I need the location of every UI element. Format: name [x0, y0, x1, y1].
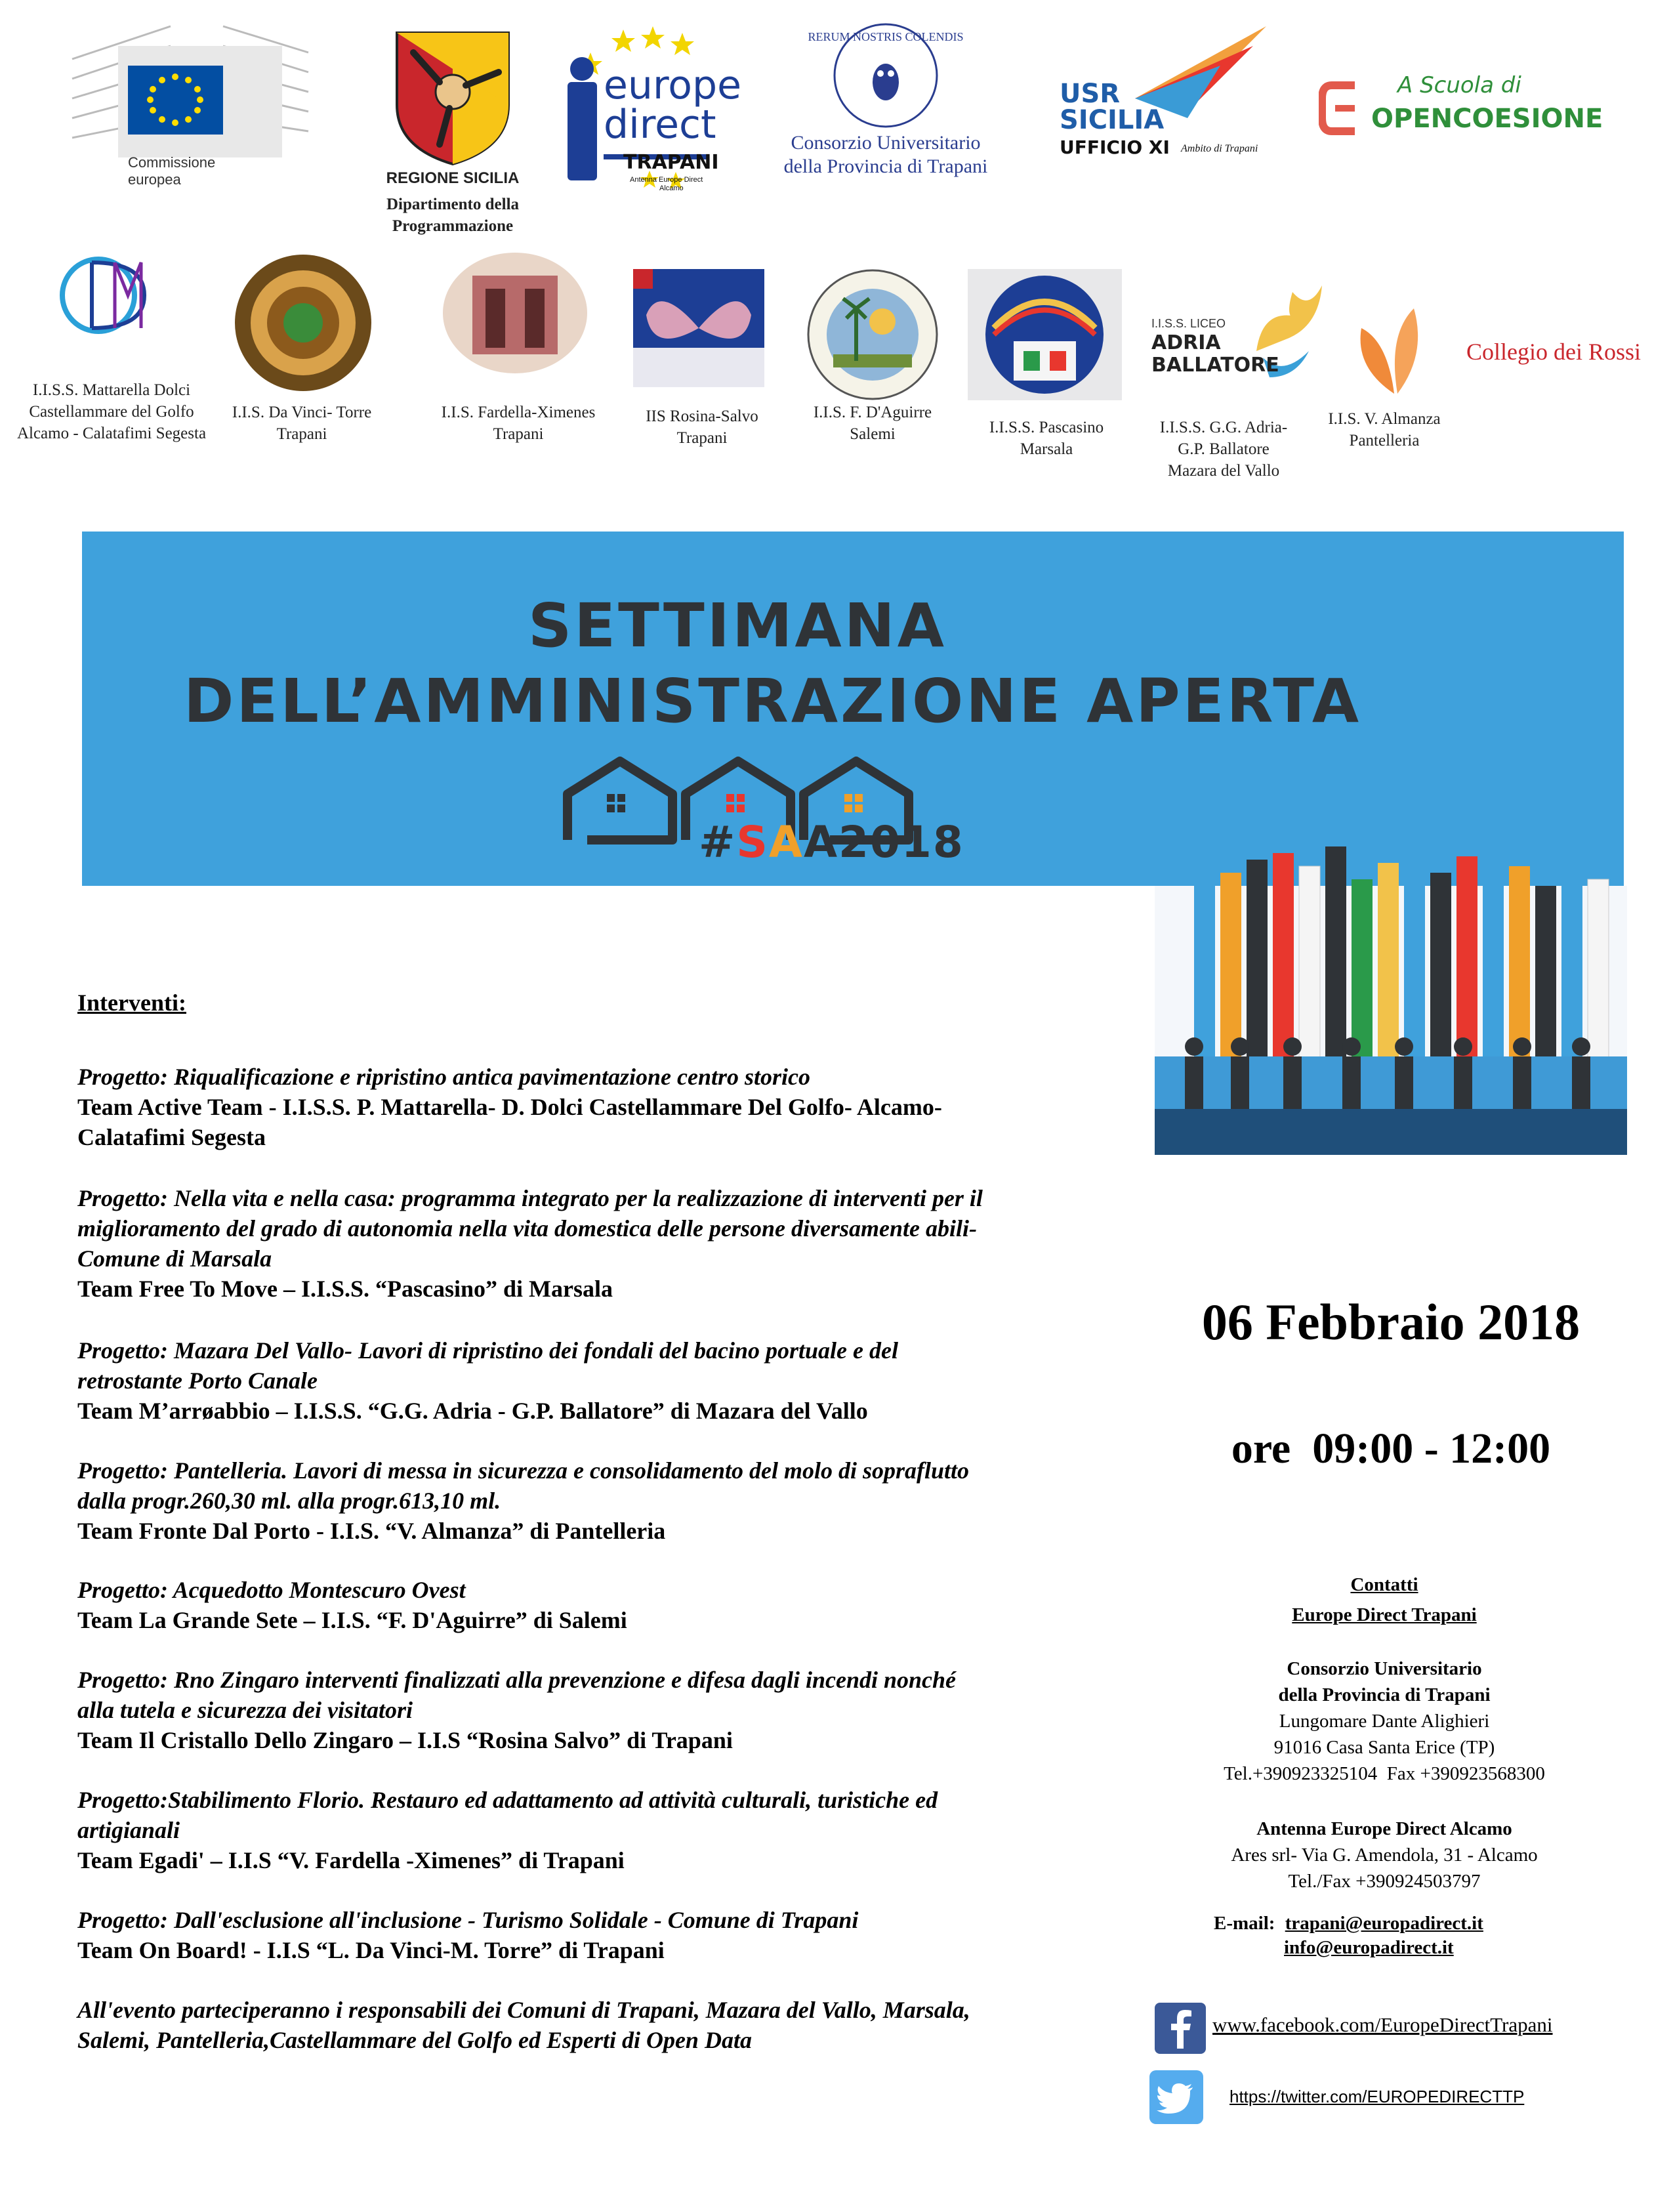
- progetto-1: Progetto: Riqualificazione e ripristino antica pavimentazione centro storico: [77, 1064, 811, 1090]
- consorzio-logo: [774, 20, 997, 184]
- banner-title-line1: SETTIMANA: [528, 591, 947, 661]
- team-1-line2: Calatafimi Segesta: [77, 1124, 266, 1150]
- bars-and-people-icon: [1155, 846, 1627, 1155]
- progetto-6: Progetto: Rno Zingaro interventi finalizzati alla prevenzione e difesa dagli incendi nonché: [77, 1667, 957, 1693]
- ed-word-europe: europe: [604, 62, 741, 108]
- progetto-8: Progetto: Dall'esclusione all'inclusione - Turismo Solidale - Comune di Trapani: [77, 1907, 859, 1933]
- progetto-5: Progetto: Acquedotto Montescuro Ovest: [77, 1577, 466, 1603]
- adria-line1: I.I.S.S. LICEO: [1151, 317, 1226, 330]
- school-caption-pascasino: I.I.S.S. Pascasino Marsala: [989, 419, 1104, 458]
- opencoesione-logo: [1319, 72, 1603, 144]
- usr-sicilia-logo: [1056, 20, 1273, 164]
- contacts-section: [1174, 1572, 1594, 1894]
- opencoesione-icon: [1319, 79, 1365, 138]
- intervento-1: [77, 1062, 1127, 1152]
- progetto-2: Progetto: Nella vita e nella casa: programma integrato per la realizzazione di interventi per il: [77, 1185, 983, 1211]
- hashtag-text: #SAA2018: [699, 817, 964, 867]
- intervento-4: [77, 1455, 1127, 1546]
- intervento-7: [77, 1785, 1127, 1875]
- european-commission-logo: [66, 20, 315, 200]
- progetto-7: Progetto:Stabilimento Florio. Restauro ed adattamento ad attività culturali, turistiche ed: [77, 1787, 938, 1813]
- usr-line1: USR: [1060, 79, 1121, 109]
- ec-building-icon: [66, 20, 315, 157]
- ed-word-direct: direct: [604, 102, 716, 148]
- twitter-link[interactable]: https://twitter.com/EUROPEDIRECTTP: [1229, 2087, 1525, 2106]
- d-aguirre-logo: [804, 269, 941, 400]
- closing-line2: Salemi, Pantelleria,Castellammare del Golfo ed Esperti di Open Data: [77, 2027, 752, 2053]
- ed-sub2: Alcamo: [659, 184, 684, 192]
- contacts-antenna: Antenna Europe Direct Alcamo: [1256, 1818, 1512, 1839]
- intervento-8: [77, 1905, 1127, 1965]
- ec-label-line1: Commissione: [128, 154, 216, 171]
- progetto-3-line2: retrostante Porto Canale: [77, 1367, 318, 1394]
- school-caption-mattarella: I.I.S.S. Mattarella Dolci Castellammare del Golfo Alcamo - Calatafimi Segesta: [16, 381, 207, 442]
- regione-sicilia-logo: [367, 26, 538, 243]
- team-7: Team Egadi' – I.I.S “V. Fardella -Ximenes” di Trapani: [77, 1847, 625, 1873]
- fardella-building-icon: [440, 249, 590, 377]
- event-date: 06 Febbraio 2018: [1201, 1293, 1580, 1350]
- trinacria-shield-icon: [367, 26, 538, 167]
- ed-city: TRAPANI: [623, 151, 719, 174]
- school-caption-almanza: I.I.S. V. Almanza Pantelleria: [1328, 410, 1441, 449]
- team-illustration: [1155, 846, 1627, 1155]
- vitruvian-seal-icon: [233, 253, 374, 394]
- europe-direct-logo: [564, 20, 761, 203]
- consorzio-line1: Consorzio Universitario: [791, 132, 981, 154]
- facebook-icon[interactable]: [1155, 2003, 1206, 2054]
- team-3: Team M’arrøabbio – I.I.S.S. “G.G. Adria - G.P. Ballatore” di Mazara del Vallo: [77, 1398, 868, 1424]
- team-1: Team Active Team - I.I.S.S. P. Mattarella- D. Dolci Castellammare Del Golfo- Alcamo-: [77, 1094, 942, 1120]
- interventi-section: [77, 988, 1127, 1018]
- rosina-butterfly-icon: [633, 269, 764, 387]
- progetto-4: Progetto: Pantelleria. Lavori di messa in sicurezza e consolidamento del molo di sopraflutto: [77, 1457, 969, 1484]
- d-aguirre-seal-icon: [804, 269, 941, 400]
- school-caption-fardella: I.I.S. Fardella-Ximenes Trapani: [441, 404, 596, 443]
- opencoesione-line2: OPENCOESIONE: [1371, 104, 1603, 134]
- regione-name: REGIONE SICILIA: [386, 169, 520, 187]
- contacts-antenna-phone: Tel./Fax +390924503797: [1288, 1871, 1481, 1892]
- progetto-6-line2: alla tutela e sicurezza dei visitatori: [77, 1697, 413, 1723]
- progetto-2-line2: miglioramento del grado di autonomia nella vita domestica delle persone diversamente abili-: [77, 1215, 977, 1242]
- team-2: Team Free To Move – I.I.S.S. “Pascasino” di Marsala: [77, 1276, 613, 1302]
- email-link-trapani[interactable]: trapani@europadirect.it: [1285, 1913, 1483, 1934]
- ed-sub1: Antenna Europe Direct: [630, 176, 703, 184]
- team-4: Team Fronte Dal Porto - I.I.S. “V. Almanza” di Pantelleria: [77, 1518, 666, 1544]
- contacts-address1: Lungomare Dante Alighieri: [1279, 1711, 1490, 1732]
- owl-seal-icon: [774, 20, 997, 131]
- contacts-address2: 91016 Casa Santa Erice (TP): [1273, 1737, 1495, 1758]
- progetto-4-line2: dalla progr.260,30 ml. alla progr.613,10 ml.: [77, 1488, 501, 1514]
- collegio-text: Collegio dei Rossi: [1466, 339, 1642, 365]
- adria-line3: BALLATORE: [1151, 354, 1279, 377]
- school-caption-rosina: IIS Rosina-Salvo Trapani: [646, 407, 758, 447]
- email-link-info[interactable]: info@europadirect.it: [1284, 1937, 1454, 1958]
- twitter-icon[interactable]: [1149, 2070, 1203, 2124]
- contacts-org: Europe Direct Trapani: [1292, 1604, 1477, 1625]
- da-vinci-torre-logo: [233, 253, 374, 394]
- mattarella-dolci-logo: [52, 249, 164, 341]
- opencoesione-line1: A Scuola di: [1397, 72, 1521, 98]
- progetto-2-line3: Comune di Marsala: [77, 1245, 272, 1272]
- team-6: Team Il Cristallo Dello Zingaro – I.I.S “Rosina Salvo” di Trapani: [77, 1727, 733, 1753]
- almanza-logo: [1348, 302, 1434, 400]
- contacts-heading: Contatti: [1350, 1574, 1418, 1595]
- banner-title-line2: DELL’AMMINISTRAZIONE APERTA: [184, 666, 1362, 736]
- school-caption-aguirre: I.I.S. F. D'Aguirre Salemi: [813, 404, 932, 443]
- banner-hashtag: [699, 817, 964, 867]
- regione-dept-line2: Programmazione: [392, 217, 514, 235]
- collegio-rossi-logo: [1466, 312, 1642, 390]
- intervento-5: [77, 1575, 1127, 1635]
- contacts-phone: Tel.+390923325104 Fax +390923568300: [1224, 1763, 1545, 1784]
- pascasino-logo: [968, 269, 1122, 400]
- ec-label-line2: europea: [128, 171, 181, 188]
- fardella-ximenes-logo: [440, 249, 590, 377]
- adria-line2: ADRIA: [1151, 331, 1221, 354]
- intervento-2: [77, 1183, 1127, 1304]
- contacts-consorzio-line1: Consorzio Universitario: [1287, 1658, 1482, 1679]
- usr-line3: UFFICIO XI: [1060, 136, 1170, 158]
- intervento-6: [77, 1665, 1127, 1755]
- rosina-salvo-logo: [633, 269, 764, 387]
- school-caption-adria: I.I.S.S. G.G. Adria- G.P. Ballatore Mazara del Vallo: [1159, 419, 1288, 480]
- school-caption-da-vinci: I.I.S. Da Vinci- Torre Trapani: [232, 404, 372, 443]
- closing-line1: All'evento parteciperanno i responsabili dei Comuni di Trapani, Mazara del Vallo, Marsala,: [77, 1997, 970, 2023]
- mattarella-monogram-icon: [52, 249, 164, 341]
- saa-banner: [82, 532, 1624, 886]
- email-label: E-mail:: [1214, 1913, 1275, 1934]
- adria-ballatore-logo: [1151, 279, 1329, 390]
- almanza-butterfly-icon: [1348, 302, 1434, 400]
- email-block: [1214, 1911, 1542, 1960]
- consorzio-motto: RERUM NOSTRIS COLENDIS: [808, 30, 964, 43]
- facebook-link[interactable]: www.facebook.com/EuropeDirectTrapani: [1212, 2013, 1553, 2036]
- consorzio-line2: della Provincia di Trapani: [783, 156, 988, 177]
- contacts-antenna-address: Ares srl- Via G. Amendola, 31 - Alcamo: [1231, 1845, 1538, 1866]
- progetto-3: Progetto: Mazara Del Vallo- Lavori di ripristino dei fondali del bacino portuale e del: [77, 1337, 898, 1364]
- intervento-3: [77, 1335, 1127, 1426]
- contacts-consorzio-line2: della Provincia di Trapani: [1278, 1684, 1491, 1705]
- closing-note: [77, 1995, 1127, 2055]
- regione-dept-line1: Dipartimento della: [386, 196, 520, 213]
- team-5: Team La Grande Sete – I.I.S. “F. D'Aguirre” di Salemi: [77, 1607, 627, 1633]
- event-time: ore 09:00 - 12:00: [1231, 1425, 1551, 1472]
- interventi-heading: Interventi:: [77, 990, 186, 1016]
- usr-line2: SICILIA: [1060, 105, 1165, 135]
- pascasino-seal-icon: [968, 269, 1122, 400]
- progetto-7-line2: artigianali: [77, 1817, 180, 1843]
- team-8: Team On Board! - I.I.S “L. Da Vinci-M. Torre” di Trapani: [77, 1937, 665, 1963]
- usr-sub: Ambito di Trapani: [1181, 143, 1258, 154]
